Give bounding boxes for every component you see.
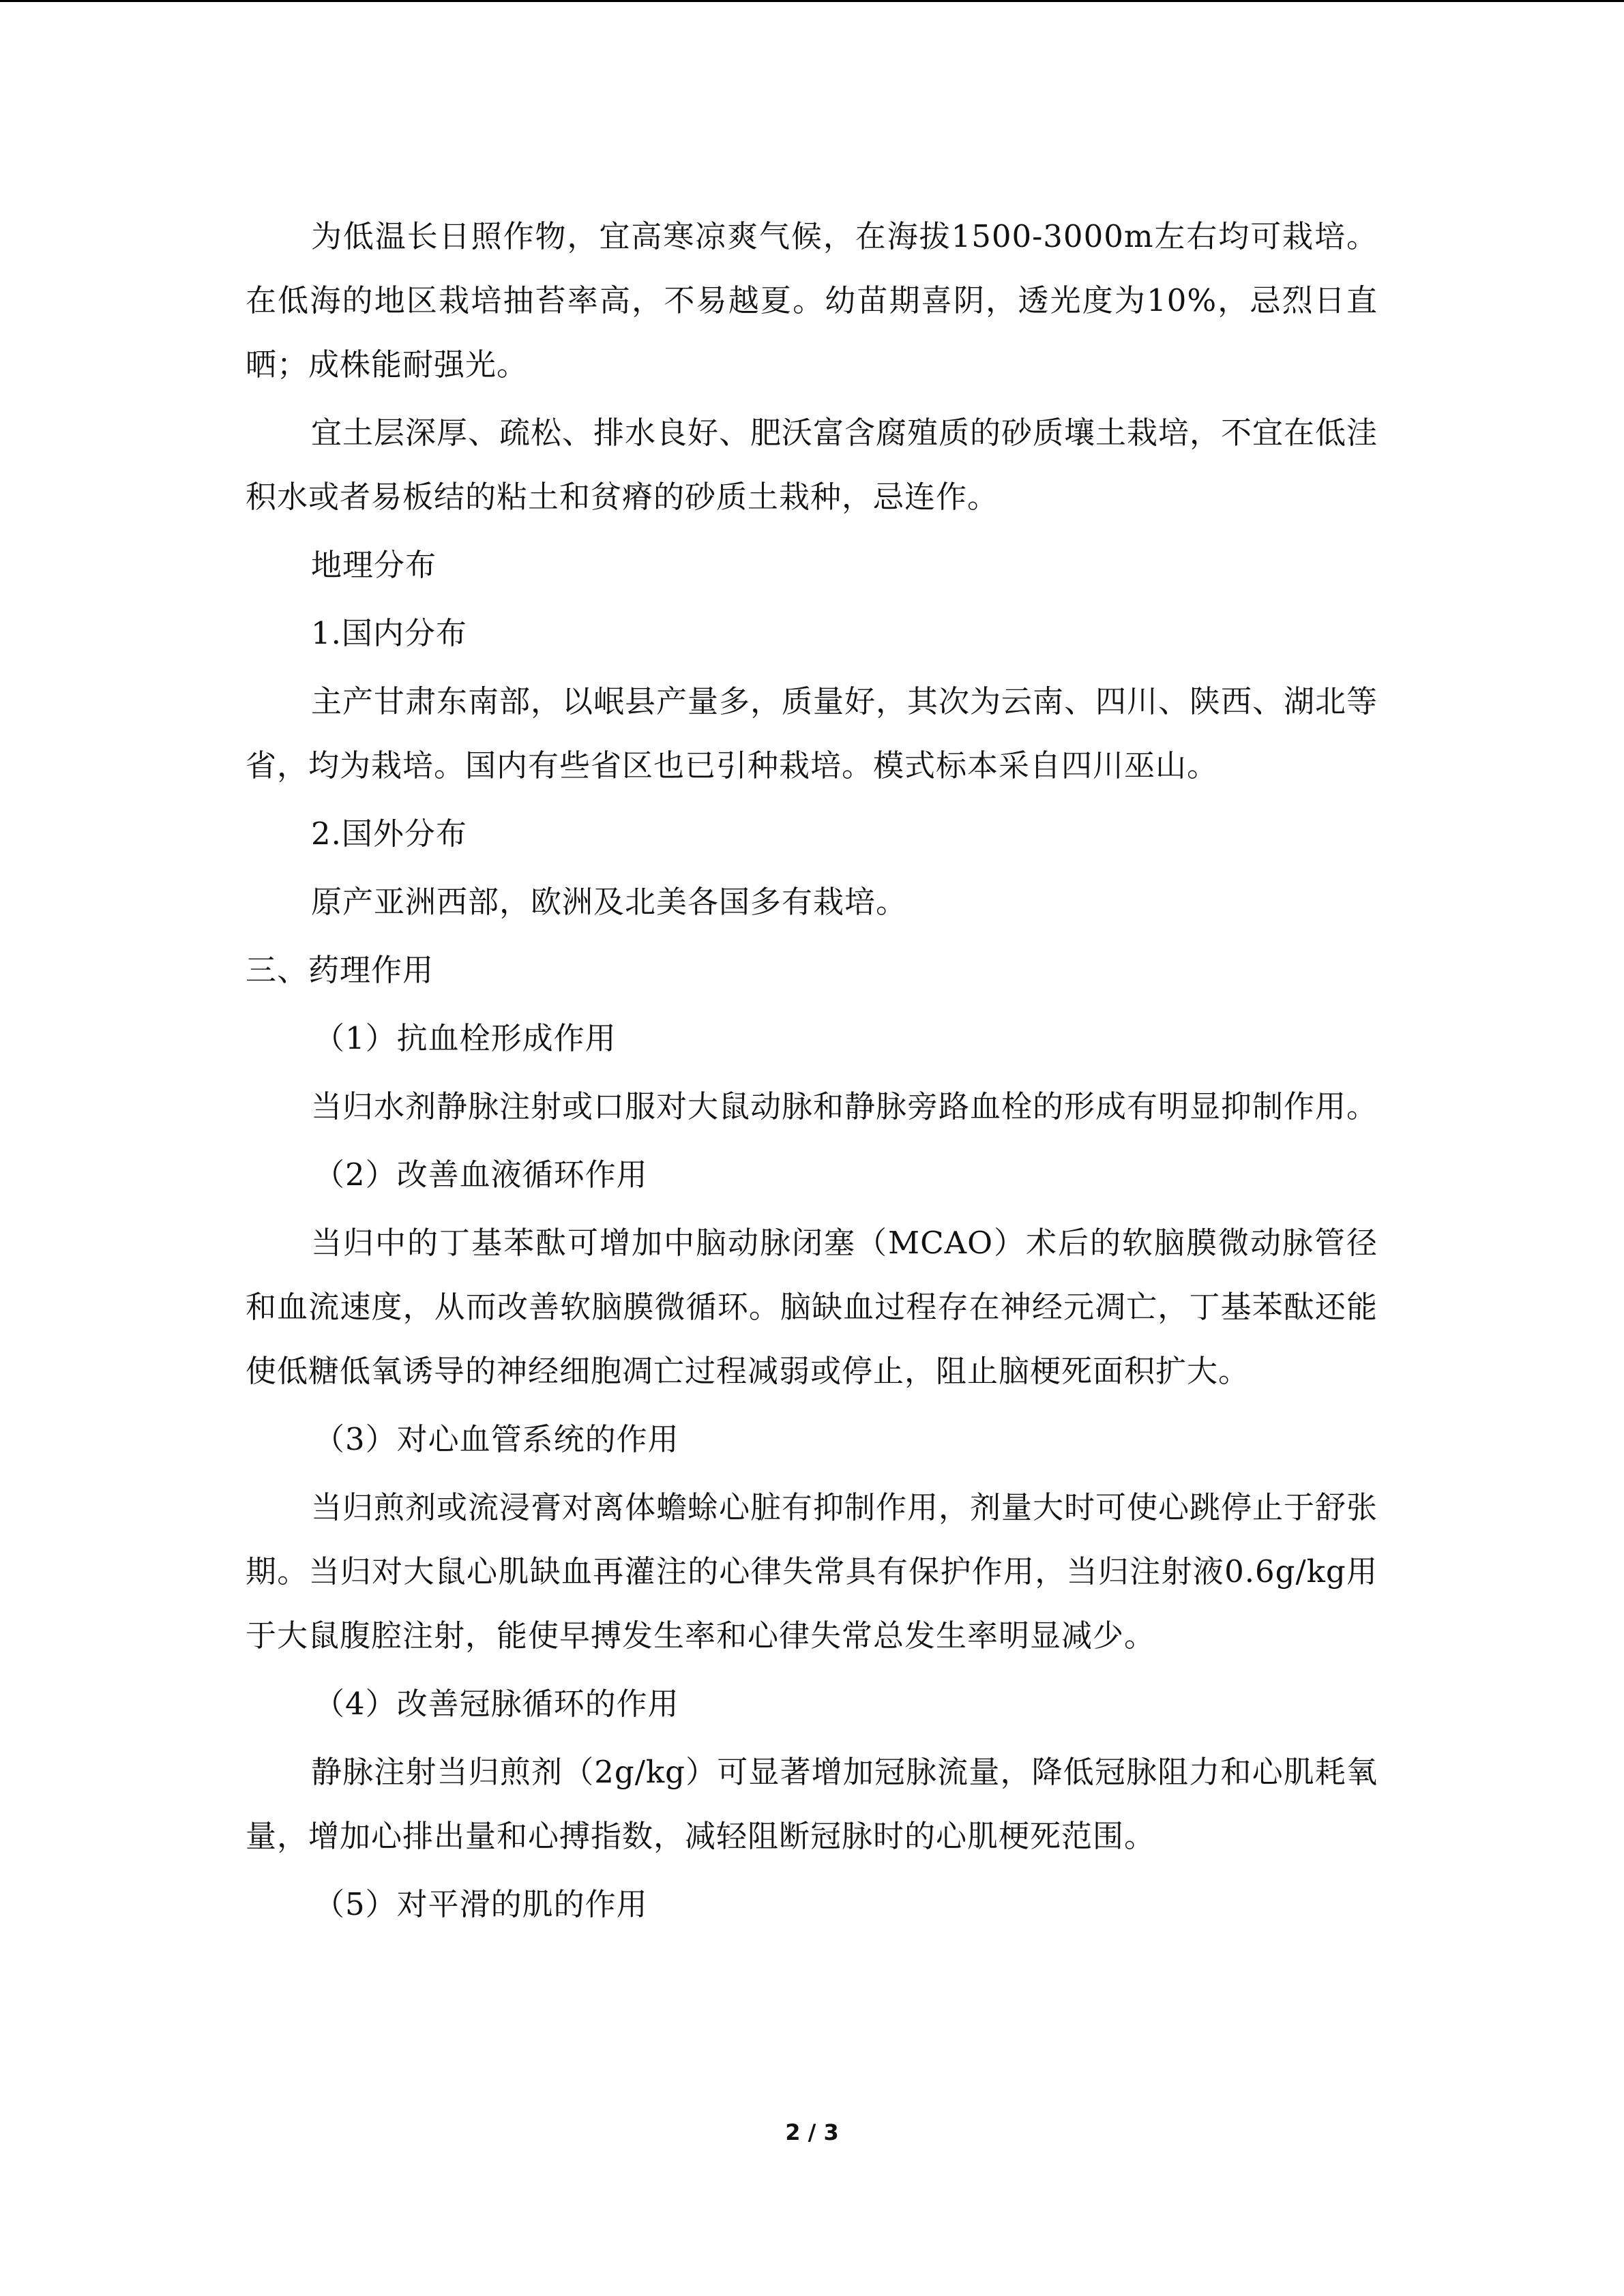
paragraph-coronary-circulation: 静脉注射当归煎剂（2g/kg）可显著增加冠脉流量，降低冠脉阻力和心肌耗氧量，增加心排出量和心搏指数，减轻阻断冠脉时的心肌梗死范围。 [246,1754,1378,1854]
subheading-blood-circulation: （2）改善血液循环作用 [314,1157,648,1193]
subheading-smooth-muscle: （5）对平滑的肌的作用 [314,1886,648,1922]
subsection-foreign-distribution: 2.国外分布 [311,816,467,852]
page-number: 2 / 3 [785,2119,839,2145]
paragraph-blood-circulation: 当归中的丁基苯酞可增加中脑动脉闭塞（MCAO）术后的软脑膜微动脉管径和血流速度，从而改善软脑膜微循环。脑缺血过程存在神经元凋亡，丁基苯酞还能使低糖低氧诱导的神经细胞凋亡过程减弱或停止，阻止脑梗死面积扩大。 [246,1225,1378,1389]
document-body [246,205,1378,1941]
paragraph-foreign-distribution: 原产亚洲西部，欧洲及北美各国多有栽培。 [311,884,908,920]
paragraph-antithrombotic: 当归水剂静脉注射或口服对大鼠动脉和静脉旁路血栓的形成有明显抑制作用。 [311,1088,1378,1124]
top-border-line [0,0,1624,2]
section-label-geography: 地理分布 [311,547,437,583]
subheading-coronary-circulation: （4）改善冠脉循环的作用 [314,1686,679,1722]
paragraph-cardiovascular: 当归煎剂或流浸膏对离体蟾蜍心脏有抑制作用，剂量大时可使心跳停止于舒张期。当归对大鼠心肌缺血再灌注的心律失常具有保护作用，当归注射液0.6g/kg用于大鼠腹腔注射，能使早搏发生率和心律失常总发生率明显减少。 [246,1489,1378,1654]
subsection-domestic-distribution: 1.国内分布 [311,615,467,651]
paragraph-soil: 宜土层深厚、疏松、排水良好、肥沃富含腐殖质的砂质壤土栽培，不宜在低洼积水或者易板结的粘土和贫瘠的砂质土栽种，忌连作。 [246,415,1378,515]
subheading-cardiovascular: （3）对心血管系统的作用 [314,1421,679,1457]
paragraph-climate: 为低温长日照作物，宜高寒凉爽气候，在海拔1500-3000m左右均可栽培。在低海的地区栽培抽苔率高，不易越夏。幼苗期喜阴，透光度为10%，忌烈日直晒；成株能耐强光。 [246,218,1378,383]
paragraph-domestic-distribution: 主产甘肃东南部，以岷县产量多，质量好，其次为云南、四川、陕西、湖北等省，均为栽培。国内有些省区也已引种栽培。模式标本采自四川巫山。 [246,683,1378,784]
subheading-antithrombotic: （1）抗血栓形成作用 [314,1020,617,1056]
section-heading-pharmacology: 三、药理作用 [246,952,434,988]
